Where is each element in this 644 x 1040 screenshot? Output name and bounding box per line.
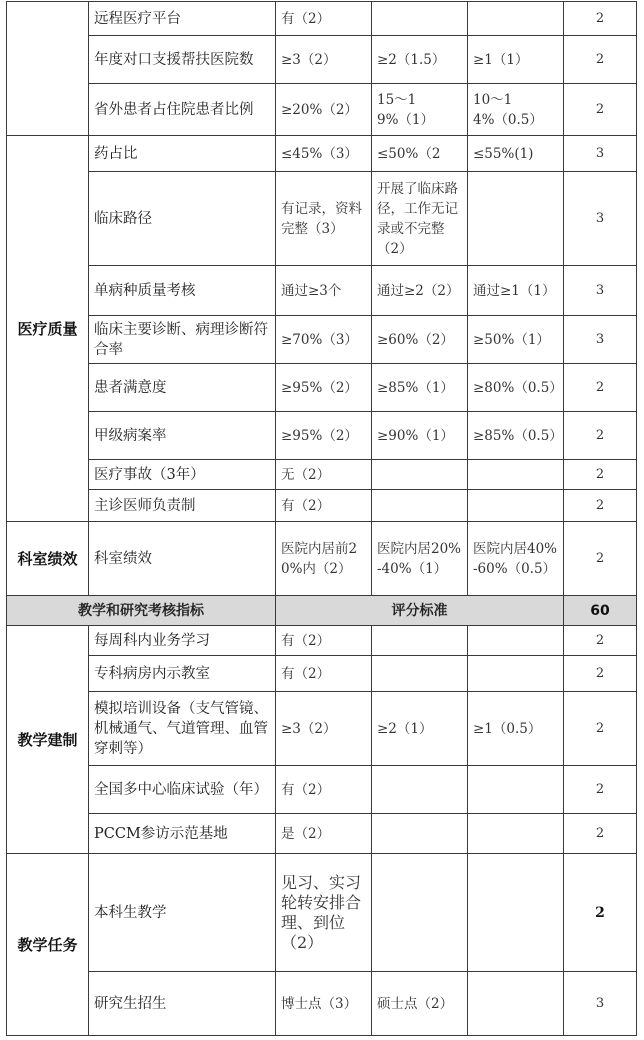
section-criteria-label: 评分标准: [276, 596, 564, 626]
criteria-2-cell: ≥90%（1）: [372, 412, 468, 460]
item-cell: 全国多中心临床试验（年）: [89, 766, 276, 814]
table-row: [7, 972, 637, 1036]
criteria-1-cell: ≥20%（2）: [276, 84, 372, 136]
criteria-3-cell: [468, 172, 564, 266]
score-cell: 2: [564, 490, 637, 522]
criteria-3-cell: [468, 814, 564, 854]
criteria-3-cell: ≥80%（0.5）: [468, 364, 564, 412]
score-cell: 3: [564, 316, 637, 364]
table-row: [7, 36, 637, 84]
criteria-1-cell: 博士点（3）: [276, 972, 372, 1036]
table-row: [7, 490, 637, 522]
criteria-2-cell: [372, 656, 468, 692]
section-header-row: [7, 596, 637, 626]
group-label-dept-performance: 科室绩效: [7, 522, 89, 596]
score-cell: 3: [564, 172, 637, 266]
criteria-1-cell: 有（2）: [276, 490, 372, 522]
table-row: [7, 814, 637, 854]
criteria-3-cell: 10～14%（0.5）: [468, 84, 564, 136]
score-cell: 2: [564, 814, 637, 854]
criteria-1-cell: 医院内居前20%内（2）: [276, 522, 372, 596]
table-row: [7, 412, 637, 460]
score-cell: 2: [564, 626, 637, 656]
criteria-2-cell: [372, 2, 468, 36]
table-row: [7, 656, 637, 692]
criteria-1-cell: ≥95%（2）: [276, 364, 372, 412]
table-row: [7, 84, 637, 136]
criteria-2-cell: 开展了临床路径，工作无记录或不完整（2）: [372, 172, 468, 266]
criteria-2-cell: 硕士点（2）: [372, 972, 468, 1036]
score-cell: 2: [564, 364, 637, 412]
table-row: [7, 854, 637, 972]
score-cell: 3: [564, 136, 637, 172]
table-row: [7, 136, 637, 172]
criteria-1-cell: ≥3（2）: [276, 36, 372, 84]
item-cell: 远程医疗平台: [89, 2, 276, 36]
criteria-3-cell: [468, 766, 564, 814]
score-cell: 3: [564, 972, 637, 1036]
criteria-1-cell: 有（2）: [276, 626, 372, 656]
criteria-1-cell: 见习、实习轮转安排合理、到位（2）: [276, 854, 372, 972]
criteria-1-cell: 有（2）: [276, 766, 372, 814]
table-row: [7, 266, 637, 316]
item-cell: 模拟培训设备（支气管镜、机械通气、气道管理、血管穿刺等）: [89, 692, 276, 766]
score-cell: 2: [564, 460, 637, 490]
criteria-3-cell: ≥1（0.5）: [468, 692, 564, 766]
group-label-teaching-tasks: 教学任务: [7, 854, 89, 1036]
criteria-2-cell: 15～19%（1）: [372, 84, 468, 136]
section-total-score: 60: [564, 596, 637, 626]
criteria-1-cell: 无（2）: [276, 460, 372, 490]
criteria-2-cell: [372, 814, 468, 854]
criteria-2-cell: 医院内居20%-40%（1）: [372, 522, 468, 596]
item-cell: 医疗事故（3年）: [89, 460, 276, 490]
criteria-3-cell: [468, 626, 564, 656]
criteria-1-cell: 是（2）: [276, 814, 372, 854]
criteria-2-cell: ≥85%（1）: [372, 364, 468, 412]
criteria-1-cell: 有（2）: [276, 656, 372, 692]
table-row: [7, 692, 637, 766]
score-cell: 2: [564, 2, 637, 36]
criteria-2-cell: ≥60%（2）: [372, 316, 468, 364]
criteria-3-cell: 通过≥1（1）: [468, 266, 564, 316]
group-label-teaching-setup: 教学建制: [7, 626, 89, 854]
table-row: [7, 364, 637, 412]
score-cell: 2: [564, 84, 637, 136]
criteria-2-cell: ≤50%（2: [372, 136, 468, 172]
criteria-3-cell: [468, 854, 564, 972]
score-cell: 3: [564, 266, 637, 316]
score-cell: 2: [564, 656, 637, 692]
criteria-2-cell: [372, 490, 468, 522]
assessment-table: [6, 1, 637, 1036]
table-row: [7, 626, 637, 656]
group-label-medical-quality: 医疗质量: [7, 136, 89, 522]
criteria-3-cell: ≥85%（0.5）: [468, 412, 564, 460]
item-cell: 临床主要诊断、病理诊断符合率: [89, 316, 276, 364]
criteria-3-cell: [468, 2, 564, 36]
criteria-1-cell: ≥70%（3）: [276, 316, 372, 364]
criteria-3-cell: 医院内居40%-60%（0.5）: [468, 522, 564, 596]
table-row: [7, 766, 637, 814]
table-row: [7, 172, 637, 266]
criteria-3-cell: [468, 490, 564, 522]
item-cell: 临床路径: [89, 172, 276, 266]
criteria-1-cell: ≥3（2）: [276, 692, 372, 766]
section-label: 教学和研究考核指标: [7, 596, 276, 626]
item-cell: 主诊医师负责制: [89, 490, 276, 522]
item-cell: PCCM参访示范基地: [89, 814, 276, 854]
item-cell: 科室绩效: [89, 522, 276, 596]
criteria-1-cell: ≥95%（2）: [276, 412, 372, 460]
criteria-2-cell: [372, 460, 468, 490]
criteria-2-cell: [372, 854, 468, 972]
item-cell: 药占比: [89, 136, 276, 172]
item-cell: 患者满意度: [89, 364, 276, 412]
score-cell: 2: [564, 854, 637, 972]
score-cell: 2: [564, 412, 637, 460]
table-row: [7, 316, 637, 364]
item-cell: 单病种质量考核: [89, 266, 276, 316]
table-row: [7, 2, 637, 36]
criteria-2-cell: ≥2（1.5）: [372, 36, 468, 84]
criteria-3-cell: [468, 972, 564, 1036]
item-cell: 每周科内业务学习: [89, 626, 276, 656]
criteria-3-cell: ≥50%（1）: [468, 316, 564, 364]
criteria-3-cell: ≥1（1）: [468, 36, 564, 84]
criteria-1-cell: 有（2）: [276, 2, 372, 36]
item-cell: 专科病房内示教室: [89, 656, 276, 692]
criteria-2-cell: [372, 626, 468, 656]
group-cell-empty: [7, 2, 89, 136]
item-cell: 甲级病案率: [89, 412, 276, 460]
score-cell: 2: [564, 36, 637, 84]
score-cell: 2: [564, 522, 637, 596]
criteria-1-cell: ≤45%（3）: [276, 136, 372, 172]
item-cell: 本科生教学: [89, 854, 276, 972]
criteria-1-cell: 有记录，资料完整（3）: [276, 172, 372, 266]
table-row: [7, 522, 637, 596]
criteria-2-cell: 通过≥2（2）: [372, 266, 468, 316]
table-row: [7, 460, 637, 490]
item-cell: 省外患者占住院患者比例: [89, 84, 276, 136]
item-cell: 研究生招生: [89, 972, 276, 1036]
criteria-2-cell: ≥2（1）: [372, 692, 468, 766]
criteria-2-cell: [372, 766, 468, 814]
item-cell: 年度对口支援帮扶医院数: [89, 36, 276, 84]
criteria-3-cell: [468, 460, 564, 490]
criteria-3-cell: [468, 656, 564, 692]
criteria-1-cell: 通过≥3个: [276, 266, 372, 316]
score-cell: 2: [564, 692, 637, 766]
score-cell: 2: [564, 766, 637, 814]
criteria-3-cell: ≤55%(1): [468, 136, 564, 172]
